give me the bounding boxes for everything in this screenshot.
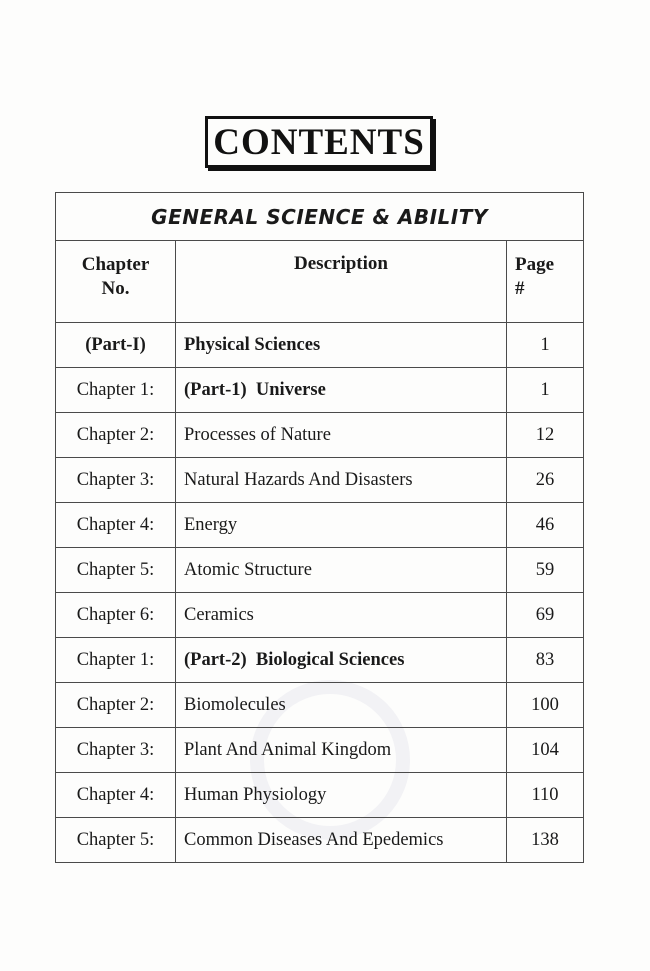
table-row xyxy=(56,368,584,413)
page-number-cell: 46 xyxy=(507,503,584,548)
table-row xyxy=(56,458,584,503)
page-number-cell: 1 xyxy=(507,368,584,413)
chapter-cell: Chapter 3: xyxy=(56,458,176,503)
chapter-cell: Chapter 3: xyxy=(56,728,176,773)
contents-table xyxy=(55,192,584,863)
table-row xyxy=(56,683,584,728)
description-cell: Plant And Animal Kingdom xyxy=(176,728,507,773)
page-number-cell: 59 xyxy=(507,548,584,593)
page-number-cell: 104 xyxy=(507,728,584,773)
description-cell: Processes of Nature xyxy=(176,413,507,458)
table-row xyxy=(56,728,584,773)
table-row xyxy=(56,593,584,638)
page-title-box xyxy=(205,116,433,168)
chapter-cell: Chapter 5: xyxy=(56,548,176,593)
table-row xyxy=(56,413,584,458)
table-row xyxy=(56,818,584,863)
description-cell: (Part-1) Universe xyxy=(176,368,507,413)
description-cell: Natural Hazards And Disasters xyxy=(176,458,507,503)
table-row xyxy=(56,503,584,548)
page-number-cell: 100 xyxy=(507,683,584,728)
section-heading: GENERAL SCIENCE & ABILITY xyxy=(56,193,584,241)
description-cell: (Part-2) Biological Sciences xyxy=(176,638,507,683)
chapter-cell: Chapter 5: xyxy=(56,818,176,863)
description-cell: Energy xyxy=(176,503,507,548)
column-header-description: Description xyxy=(176,241,507,323)
chapter-cell: Chapter 6: xyxy=(56,593,176,638)
page-number-cell: 26 xyxy=(507,458,584,503)
page-number-cell: 110 xyxy=(507,773,584,818)
table-row xyxy=(56,638,584,683)
table-row xyxy=(56,548,584,593)
page-number-cell: 138 xyxy=(507,818,584,863)
description-cell: Ceramics xyxy=(176,593,507,638)
chapter-cell: Chapter 4: xyxy=(56,503,176,548)
table-row xyxy=(56,323,584,368)
chapter-cell: Chapter 4: xyxy=(56,773,176,818)
chapter-cell: Chapter 2: xyxy=(56,683,176,728)
section-heading-row xyxy=(56,193,584,241)
chapter-cell: Chapter 2: xyxy=(56,413,176,458)
page-number-cell: 1 xyxy=(507,323,584,368)
chapter-cell: (Part-I) xyxy=(56,323,176,368)
column-header-chapter: Chapter No. xyxy=(56,241,176,323)
column-header-row xyxy=(56,241,584,323)
table-row xyxy=(56,773,584,818)
page-number-cell: 12 xyxy=(507,413,584,458)
description-cell: Human Physiology xyxy=(176,773,507,818)
description-cell: Common Diseases And Epedemics xyxy=(176,818,507,863)
description-cell: Biomolecules xyxy=(176,683,507,728)
description-cell: Physical Sciences xyxy=(176,323,507,368)
description-cell: Atomic Structure xyxy=(176,548,507,593)
column-header-page: Page # xyxy=(507,241,584,323)
chapter-cell: Chapter 1: xyxy=(56,368,176,413)
contents-rows xyxy=(56,323,584,863)
page-number-cell: 69 xyxy=(507,593,584,638)
page-title: CONTENTS xyxy=(213,121,425,163)
page-number-cell: 83 xyxy=(507,638,584,683)
chapter-cell: Chapter 1: xyxy=(56,638,176,683)
